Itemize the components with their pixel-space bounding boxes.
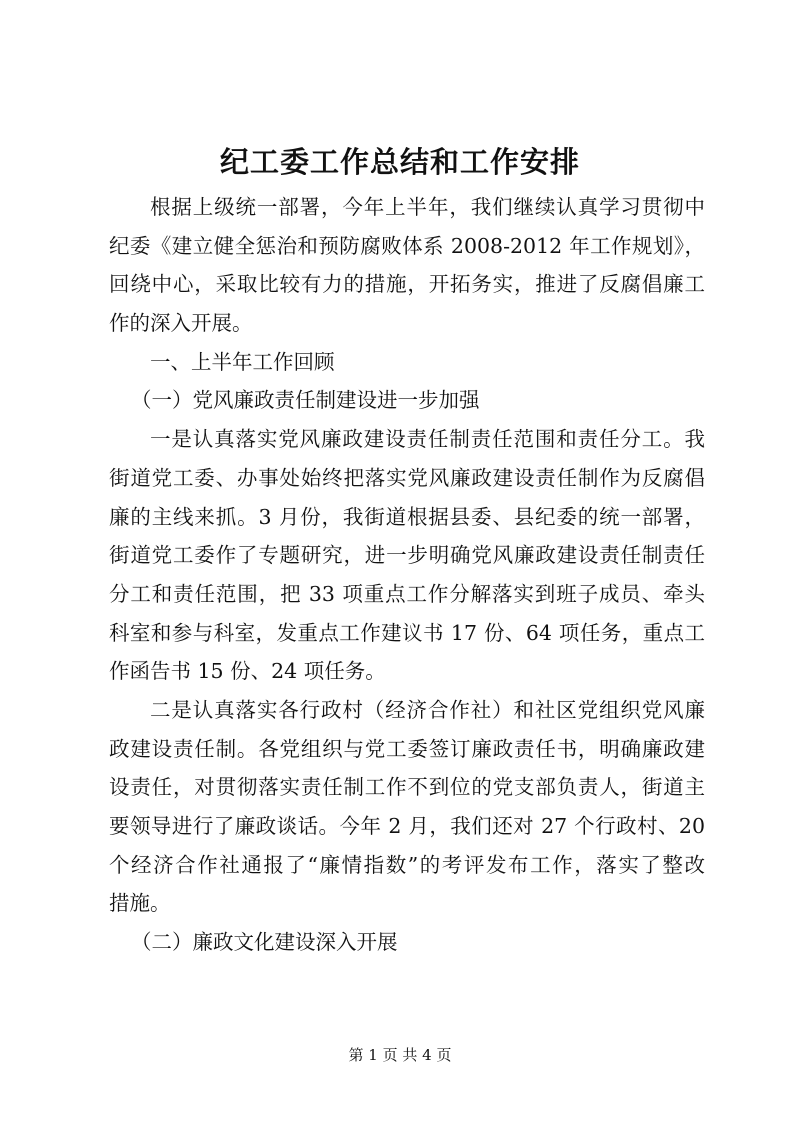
body-line-17: 要领导进行了廉政谈话。今年 2 月，我们还对 27 个行政村、20 [109, 814, 705, 838]
subsection-heading-2: （二）廉政文化建设深入开展 [131, 930, 398, 955]
body-line-16: 设责任，对贯彻落实责任制工作不到位的党支部负责人，街道主 [109, 775, 705, 800]
body-line-18: 个经济合作社通报了“廉情指数”的考评发布工作，落实了整改 [109, 852, 705, 877]
body-line-14: 二是认真落实各行政村（经济合作社）和社区党组织党风廉 [150, 697, 705, 722]
body-line-7: 一是认真落实党风廉政建设责任制责任范围和责任分工。我 [150, 427, 705, 452]
body-line-4: 作的深入开展。 [109, 311, 253, 336]
body-line-12: 科室和参与科室，发重点工作建议书 17 份、64 项任务，重点工 [109, 620, 705, 645]
body-line-3: 回绕中心，采取比较有力的措施，开拓务实，推进了反腐倡廉工 [109, 272, 705, 297]
section-heading-1: 一、上半年工作回顾 [150, 349, 335, 374]
document-title: 纪工委工作总结和工作安排 [219, 145, 580, 179]
body-line-19: 措施。 [109, 891, 171, 916]
body-line-1: 根据上级统一部署，今年上半年，我们继续认真学习贯彻中 [150, 195, 705, 219]
subsection-heading-1: （一）党风廉政责任制建设进一步加强 [131, 388, 480, 413]
body-line-2: 纪委《建立健全惩治和预防腐败体系 2008-2012 年工作规划》， [109, 233, 705, 258]
body-line-15: 政建设责任制。各党组织与党工委签订廉政责任书，明确廉政建 [109, 736, 705, 761]
body-line-10: 街道党工委作了专题研究，进一步明确党风廉政建设责任制责任 [109, 543, 705, 568]
page-footer: 第 1 页 共 4 页 [348, 1046, 452, 1064]
body-line-8: 街道党工委、办事处始终把落实党风廉政建设责任制作为反腐倡 [109, 465, 705, 490]
body-line-9: 廉的主线来抓。3 月份，我街道根据县委、县纪委的统一部署， [109, 504, 705, 529]
body-line-13: 作函告书 15 份、24 项任务。 [109, 659, 386, 684]
document-body [109, 188, 705, 962]
body-line-11: 分工和责任范围，把 33 项重点工作分解落实到班子成员、牵头 [109, 581, 705, 606]
